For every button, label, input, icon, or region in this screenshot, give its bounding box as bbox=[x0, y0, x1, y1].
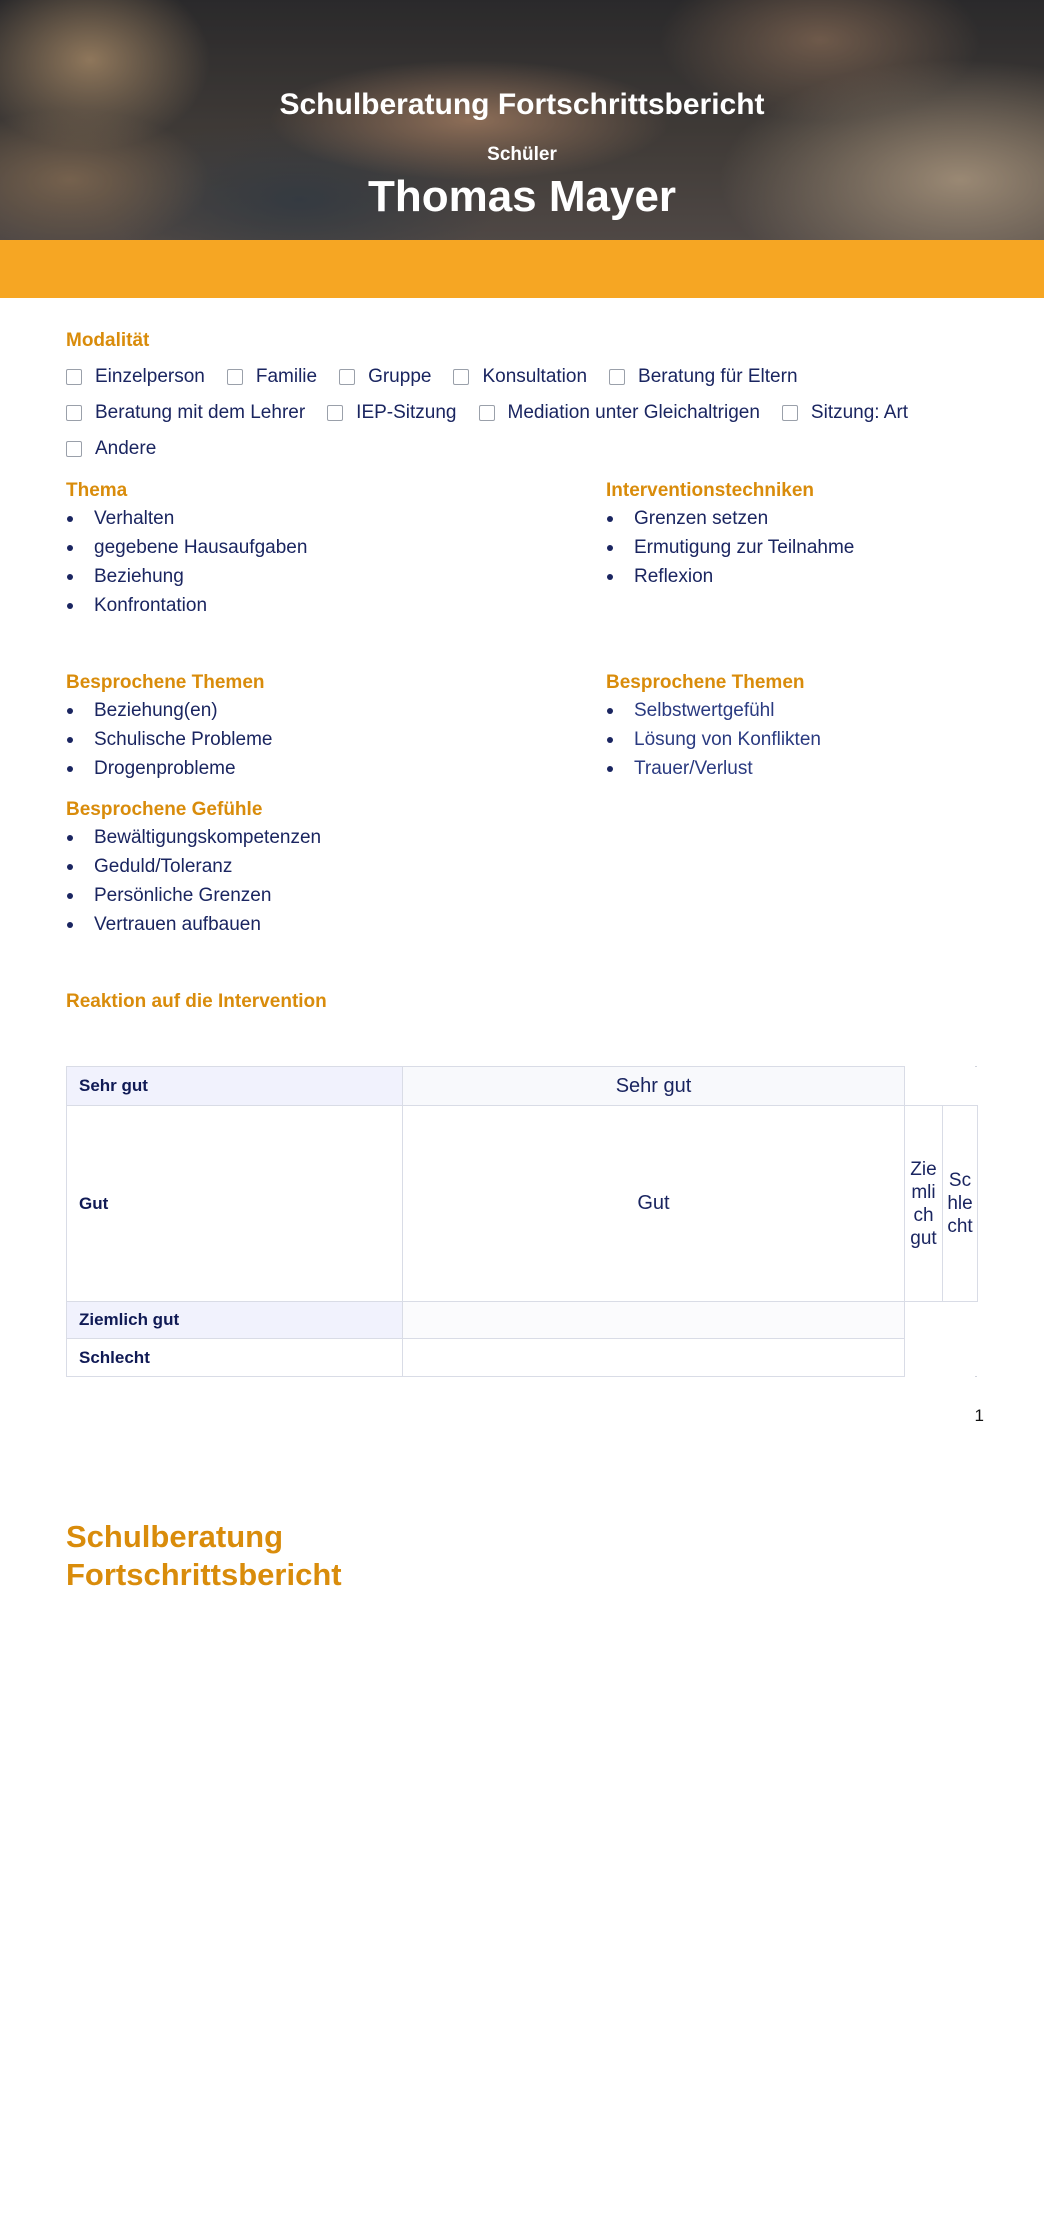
list-item: Verhalten bbox=[66, 504, 606, 533]
modality-option[interactable]: Beratung mit dem Lehrer bbox=[66, 400, 305, 426]
checkbox-icon[interactable] bbox=[66, 369, 82, 385]
table-row-label: Schlecht bbox=[66, 1338, 403, 1377]
list-item: Selbstwertgefühl bbox=[606, 696, 978, 725]
modality-option[interactable]: Einzelperson bbox=[66, 364, 205, 390]
discussed-right-list bbox=[606, 696, 978, 783]
report-body bbox=[66, 330, 978, 1023]
feelings-title: Besprochene Gefühle bbox=[66, 799, 263, 820]
checkbox-icon[interactable] bbox=[339, 369, 355, 385]
table-row-label: Gut bbox=[66, 1105, 403, 1302]
modality-option[interactable]: Familie bbox=[227, 364, 317, 390]
discussed-right-column bbox=[606, 672, 978, 939]
list-item: gegebene Hausaufgaben bbox=[66, 533, 606, 562]
modality-option[interactable]: Sitzung: Art bbox=[782, 400, 908, 426]
list-item: Konfrontation bbox=[66, 591, 606, 620]
list-item: Ermutigung zur Teilnahme bbox=[606, 533, 978, 562]
discussed-left-column bbox=[66, 672, 606, 939]
discussed-right-title: Besprochene Themen bbox=[606, 672, 805, 693]
header-banner bbox=[0, 0, 1044, 240]
list-item: Lösung von Konflikten bbox=[606, 725, 978, 754]
table-edge-mark bbox=[975, 1066, 977, 1067]
report-title: Schulberatung Fortschrittsbericht bbox=[279, 88, 765, 121]
topic-column bbox=[66, 480, 606, 620]
discussed-left-title: Besprochene Themen bbox=[66, 672, 265, 693]
modality-option[interactable]: Konsultation bbox=[453, 364, 587, 390]
list-item: Trauer/Verlust bbox=[606, 754, 978, 783]
list-item: Reflexion bbox=[606, 562, 978, 591]
checkbox-icon[interactable] bbox=[227, 369, 243, 385]
discussed-section bbox=[66, 672, 978, 939]
list-item: Geduld/Toleranz bbox=[66, 852, 606, 881]
table-row-label: Sehr gut bbox=[66, 1066, 403, 1106]
checkbox-icon[interactable] bbox=[453, 369, 469, 385]
overflow-cell: Schlecht bbox=[942, 1105, 978, 1302]
student-label: Schüler bbox=[487, 144, 557, 165]
list-item: Beziehung(en) bbox=[66, 696, 606, 725]
modality-options bbox=[66, 400, 978, 436]
page2-title: Schulberatung Fortschrittsbericht bbox=[66, 1519, 342, 1592]
feelings-list bbox=[66, 823, 606, 939]
list-item: Vertrauen aufbauen bbox=[66, 910, 606, 939]
overflow-cell: Ziemlich gut bbox=[904, 1105, 943, 1302]
checkbox-icon[interactable] bbox=[66, 405, 82, 421]
list-item: Grenzen setzen bbox=[606, 504, 978, 533]
modality-title: Modalität bbox=[66, 330, 150, 351]
page-number: 1 bbox=[974, 1406, 984, 1425]
list-item: Beziehung bbox=[66, 562, 606, 591]
accent-band bbox=[0, 240, 1044, 298]
modality-options bbox=[66, 364, 978, 400]
table-row-value bbox=[402, 1338, 905, 1377]
modality-options bbox=[66, 436, 978, 472]
checkbox-icon[interactable] bbox=[609, 369, 625, 385]
table-row-value bbox=[402, 1301, 905, 1339]
checkbox-icon[interactable] bbox=[479, 405, 495, 421]
table-row-value: Gut bbox=[402, 1105, 905, 1302]
topic-section bbox=[66, 480, 978, 620]
modality-option[interactable]: Beratung für Eltern bbox=[609, 364, 797, 390]
list-item: Persönliche Grenzen bbox=[66, 881, 606, 910]
student-name: Thomas Mayer bbox=[367, 172, 677, 221]
checkbox-icon[interactable] bbox=[327, 405, 343, 421]
interventions-list bbox=[606, 504, 978, 591]
modality-option[interactable]: Mediation unter Gleichaltrigen bbox=[479, 400, 760, 426]
table-row-label: Ziemlich gut bbox=[66, 1301, 403, 1339]
checkbox-icon[interactable] bbox=[66, 441, 82, 457]
modality-option[interactable]: IEP-Sitzung bbox=[327, 400, 456, 426]
table-row-value: Sehr gut bbox=[402, 1066, 905, 1106]
reaction-title: Reaktion auf die Intervention bbox=[66, 991, 327, 1012]
list-item: Bewältigungskompetenzen bbox=[66, 823, 606, 852]
discussed-left-list bbox=[66, 696, 606, 783]
topic-list bbox=[66, 504, 606, 620]
modality-option[interactable]: Gruppe bbox=[339, 364, 431, 390]
modality-option[interactable]: Andere bbox=[66, 436, 156, 462]
table-edge-mark bbox=[975, 1376, 977, 1377]
list-item: Drogenprobleme bbox=[66, 754, 606, 783]
list-item: Schulische Probleme bbox=[66, 725, 606, 754]
interventions-column bbox=[606, 480, 978, 620]
topic-title: Thema bbox=[66, 480, 128, 501]
interventions-title: Interventionstechniken bbox=[606, 480, 814, 501]
checkbox-icon[interactable] bbox=[782, 405, 798, 421]
